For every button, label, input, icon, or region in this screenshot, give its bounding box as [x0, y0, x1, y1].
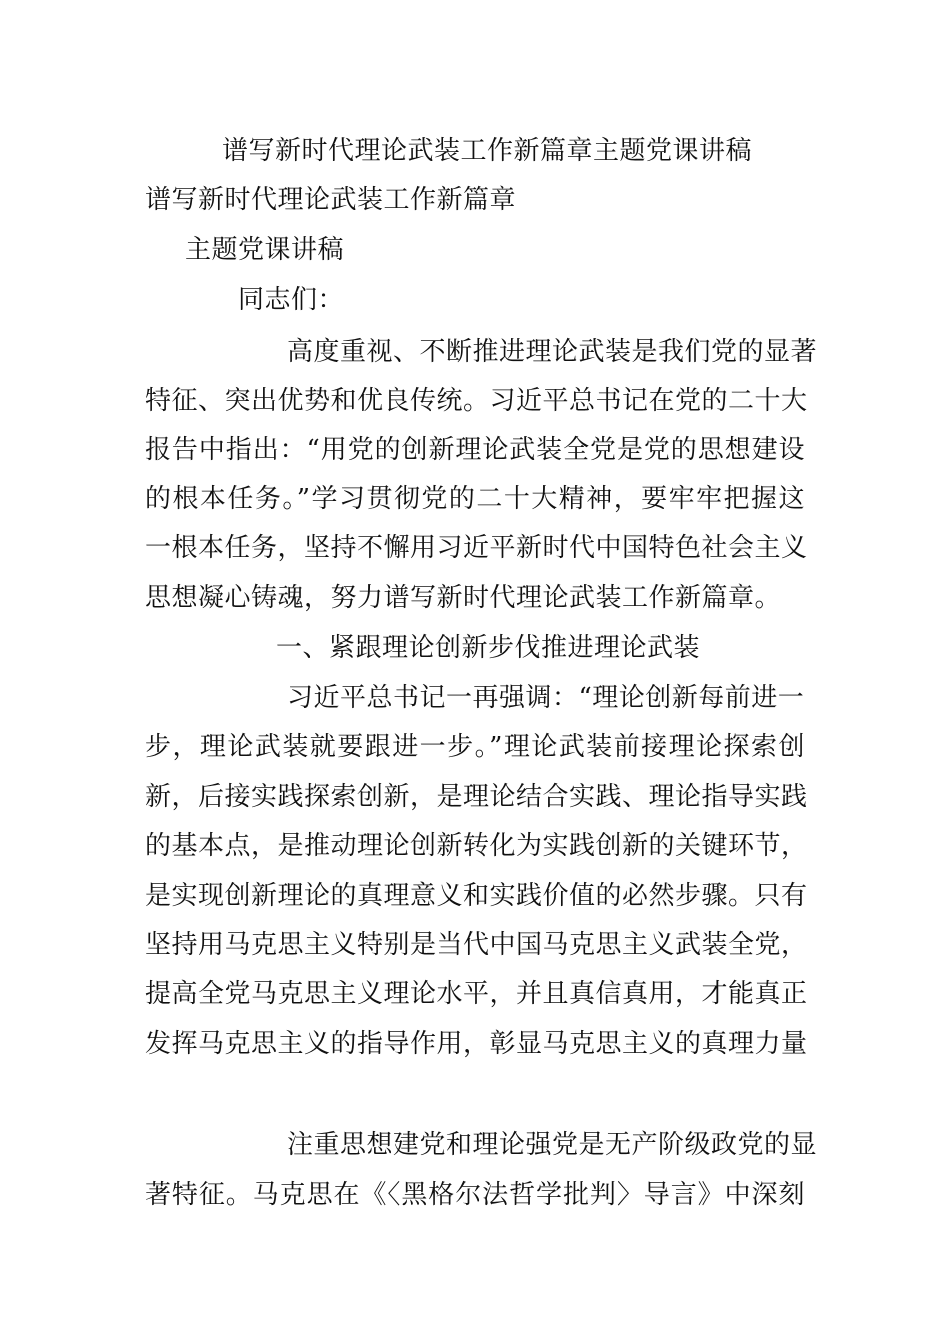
paragraph-2-line: 习近平总书记一再强调：“理论创新每前进一	[287, 683, 805, 713]
paragraph-1-line: 报告中指出：“用党的创新理论武装全党是党的思想建设	[145, 435, 805, 465]
paragraph-2-line: 提高全党马克思主义理论水平，并且真信真用，才能真正	[145, 979, 808, 1009]
paragraph-1-line: 思想凝心铸魂，努力谱写新时代理论武装工作新篇章。	[145, 583, 782, 613]
subtitle-line-1: 谱写新时代理论武装工作新篇章	[145, 185, 517, 215]
subtitle-line-2: 主题党课讲稿	[185, 235, 345, 265]
paragraph-2-line: 是实现创新理论的真理意义和实践价值的必然步骤。只有	[145, 881, 808, 911]
greeting: 同志们：	[238, 285, 345, 315]
paragraph-2-line: 新，后接实践探索创新，是理论结合实践、理论指导实践	[145, 782, 808, 812]
paragraph-2-line: 坚持用马克思主义特别是当代中国马克思主义武装全党，	[145, 930, 808, 960]
paragraph-3-line: 著特征。马克思在《〈黑格尔法哲学批判〉导言》中深刻	[145, 1180, 805, 1210]
paragraph-2-line: 发挥马克思主义的指导作用，彰显马克思主义的真理力量	[145, 1029, 808, 1059]
paragraph-1-line: 特征、突出优势和优良传统。习近平总书记在党的二十大	[145, 386, 808, 416]
paragraph-2-line: 的基本点，是推动理论创新转化为实践创新的关键环节，	[145, 831, 808, 861]
section-1-heading: 一、紧跟理论创新步伐推进理论武装	[276, 633, 701, 663]
paragraph-3-line: 注重思想建党和理论强党是无产阶级政党的显	[287, 1130, 818, 1160]
paragraph-1-line: 的根本任务。”学习贯彻党的二十大精神，要牢牢把握这	[145, 484, 805, 514]
document-title: 谱写新时代理论武装工作新篇章主题党课讲稿	[222, 136, 753, 166]
paragraph-1-line: 一根本任务，坚持不懈用习近平新时代中国特色社会主义	[145, 533, 808, 563]
paragraph-2-line: 步，理论武装就要跟进一步。”理论武装前接理论探索创	[145, 732, 805, 762]
paragraph-1-line: 高度重视、不断推进理论武装是我们党的显著	[287, 337, 818, 367]
